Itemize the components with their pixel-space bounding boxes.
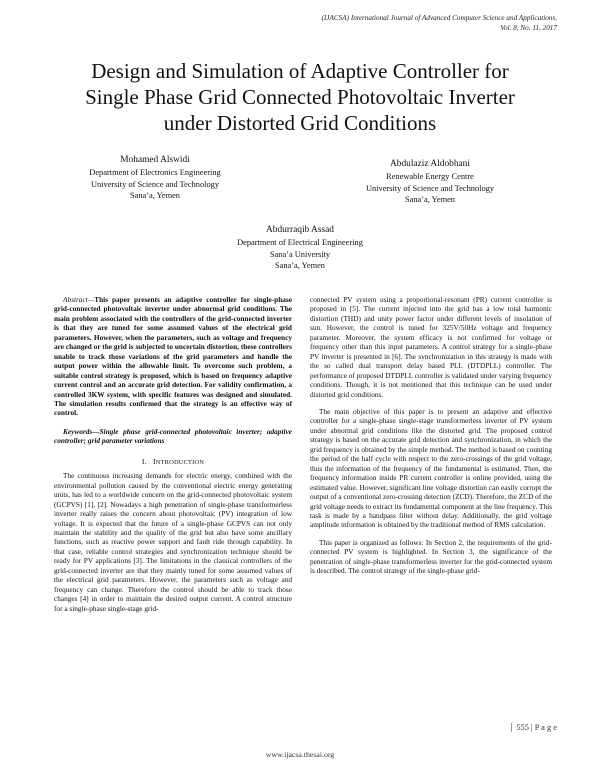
title-line-3: under Distorted Grid Conditions [163, 111, 437, 135]
intro-paragraph: The continuous increasing demands for electric energy, combined with the environmental pollution caused by the conventional electric energy generating units, has led to a worldwide concern on the grid-connected photovoltaic system (GCPVS) [1], [2]. Nowadays a high penetration of single-phase transformerless inverter really raises the concern about photovoltaic (PV) integration of low voltage. It is expected that the future of a single-phase GCPVS can not only maintain the stability and the quality of the grid but also have some ancillary functions, such as reactive power support and fault ride through capability. In that case, reliable control strategies and synchronization technique should be ready for PV applications [3]. The limitations in the classical controllers of the grid-connected inverter are that they mainly tuned for some assumed values of the electrical grid parameters. However, the parameters such as voltage and frequency can change. Therefore the control should be able to track those changes [4] in order to maintain the desired output current. A control structure for a single-phase single-stage grid- [54, 471, 292, 613]
footer-url: www.ijacsa.thesai.org [265, 750, 335, 759]
author-department: Department of Electrical Engineering [237, 238, 363, 247]
author-institution: University of Science and Technology [365, 183, 495, 193]
author-location: Sana’a, Yemen [129, 191, 180, 200]
keywords: Keywords—Single phase grid-connected photovoltaic inverter; adaptive controller; grid parameter variations [54, 426, 292, 446]
author-location: Sana’a, Yemen [404, 195, 455, 204]
section-title-initial: I [153, 456, 156, 466]
author-block-1 [70, 153, 240, 202]
author-location: Sana’a, Yemen [274, 261, 325, 270]
journal-header-line2: Vol. 8, No. 11, 2017 [500, 24, 557, 32]
author-name: Abdurraqib Assad [266, 225, 334, 235]
right-column [310, 295, 552, 576]
author-name: Mohamed Alswidi [120, 155, 190, 165]
abstract-text: This paper presents an adaptive controller for single-phase grid-connected photovoltaic inverter under abnormal grid conditions. The main problem associated with the controllers of the grid-connected inverter is that they are tuned for some assumed values of the electrical grid parameters. However, when the parameters, such as voltage and frequency are changed or the grid is subjected to uncertain distortion, these controllers unable to track those variations of the grid parameters and handle the output power within the allowable limit. To overcome such problem, a suitable control strategy is proposed, which is based on frequency adaptive current control and an accurate grid detection. For validity confirmation, a controlled 3KW system, with specific features was designed and simulated. The simulation results confirmed that the strategy is an effective way of control. [54, 295, 292, 418]
author-institution: University of Science and Technology [90, 179, 220, 189]
title-line-2: Single Phase Grid Connected Photovoltaic Inverter [85, 85, 515, 109]
journal-header-line1: (IJACSA) International Journal of Advanced Computer Science and Applications, [321, 14, 557, 22]
left-column [54, 295, 292, 613]
author-block-2 [340, 157, 520, 206]
section-title-rest: NTRODUCTION [155, 458, 205, 466]
body-paragraph-continued: connected PV system using a proportional-resonant (PR) current controller is proposed in [5]. The current injected into the grid has a low total harmonic distortion (THD) and unity power factor under different levels of insolation of sun. However, the control is tuned for 325V/50Hz voltage and frequency parameter. Moreover, the system efficacy is not confirmed for voltage or frequency other than this input parameters. A control strategy for a single-phase PV inverter is presented in [6]. The synchronization in this strategy is made with the so called dual transport delay based PLL (DTDPLL) controller. The performance of proposed DTDPLL controller is validated under varying frequency conditions. Though, it is not mentioned that this technique can be used under distorted grid conditions. [310, 295, 552, 399]
author-block-3 [210, 223, 390, 272]
paper-title [30, 58, 570, 136]
page-number: 555 | P a g e [511, 723, 557, 732]
body-paragraph: The main objective of this paper is to present an adaptive and effective controller for a single-phase single-stage transformerless inverter of PV system under abnormal grid conditions like the distorted grid. The proposed control strategy is based on the accurate grid detection and synchronization, in which the grid frequency is obtained by the simple method. The method is based on counting the period of the half cycle with respect to the zero-crossings of the grid voltage, thus the information of the frequency of the fundamental is estimated. Then, the frequency information inside PR current controller is online provided, using the estimated value. However, significant line voltage distortion can easily corrupt the output of a conventional zero-crossing detection (ZCD). Therefore, the ZCD of the grid voltage needs to extract its fundamental component at the line frequency. This task is made by a bandpass filter without delay. Additionally, the grid voltage amplitude information is obtained by the traditional method of RMS calculation. [310, 406, 553, 530]
title-line-1: Design and Simulation of Adaptive Controller for [91, 59, 509, 83]
abstract-label: Abstract— [63, 295, 95, 304]
journal-header [322, 13, 557, 33]
author-name: Abdulaziz Aldobhani [390, 159, 470, 169]
section-number: I. [141, 456, 147, 466]
author-department: Department of Electronics Engineering [89, 168, 221, 177]
section-heading-introduction [54, 457, 292, 467]
author-institution: Sana’a University [269, 249, 331, 259]
abstract [54, 295, 292, 418]
author-department: Renewable Energy Centre [386, 172, 474, 181]
body-paragraph: This paper is organized as follows: In Section 2, the requirements of the grid-connected PV system is highlighted. In Section 3, the significance of the penetration of single-phase transformerless inverter for the grid-connected system is described. The control strategy of the single-phase grid- [310, 537, 552, 576]
